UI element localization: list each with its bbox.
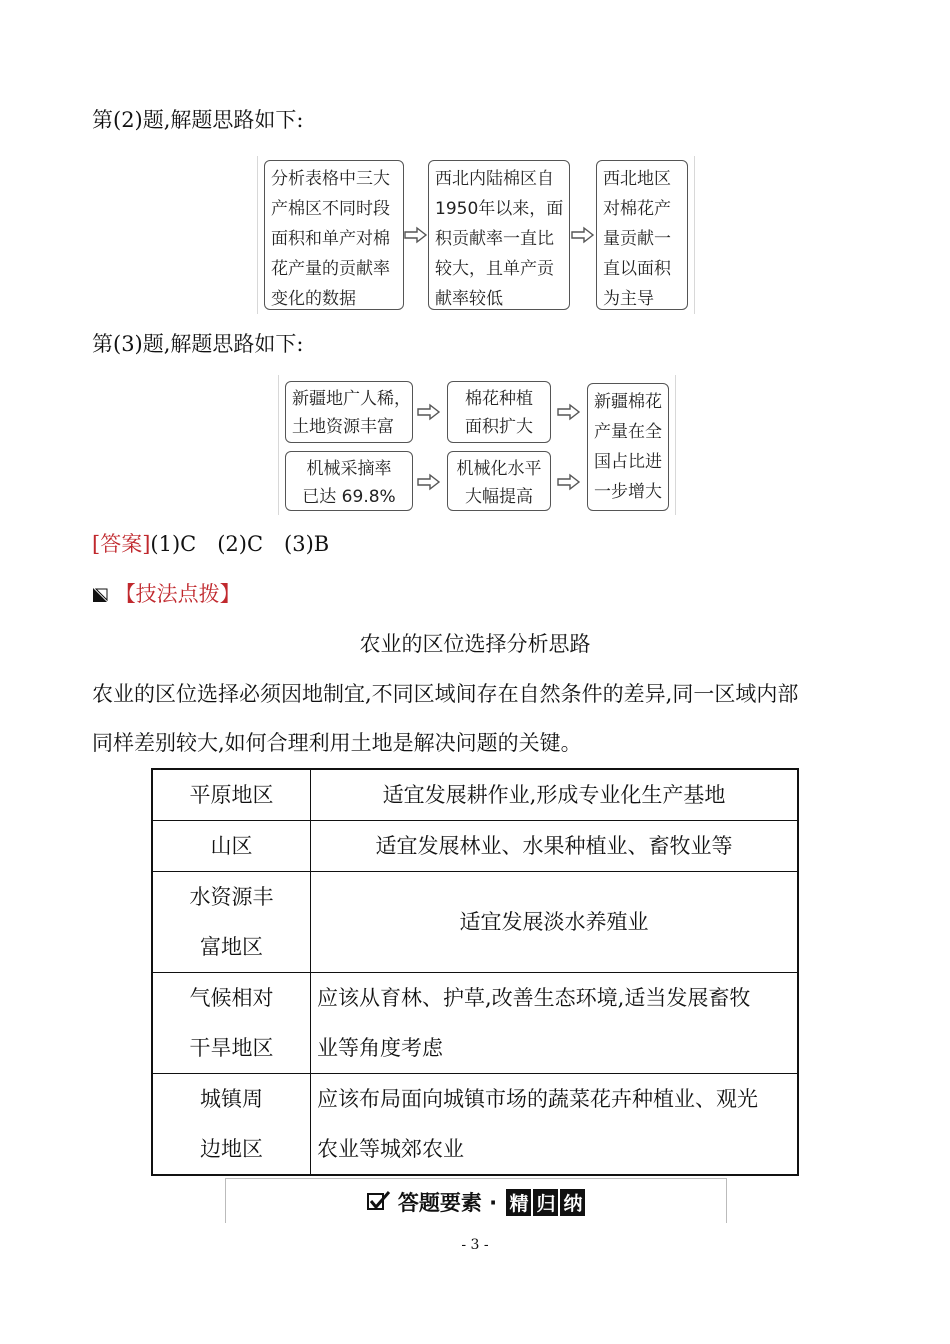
flow3-line: 棉花种植 [465,389,533,409]
banner-text: 答题要素 · [397,1191,505,1215]
region-text: 干旱地区 [189,1036,274,1060]
flow2-box-1-line: 分析表格中三大 [271,169,390,189]
region-cell [152,973,311,1074]
flow2-box-2-line: 西北内陆棉区自 [435,169,554,189]
flow3-line: 机械化水平 [456,459,542,479]
flow2-box-3-line: 量贡献一 [603,229,671,249]
region-text: 山区 [210,834,253,858]
flow2-box-2-line: 较大，且单产贡 [435,259,554,279]
advice-cell [311,821,799,872]
tip-heading [92,580,241,608]
answer-label: [答案] [92,532,151,556]
flow2-box-2-line: 积贡献率一直比 [435,229,554,249]
arrow-right-icon [571,226,595,244]
q3-flow-diagram [278,375,676,515]
flow3-box-b2 [447,451,551,511]
table-row [152,1074,798,1176]
region-cell [152,872,311,973]
table-row [152,872,798,973]
advice-text: 农业等城郊农业 [317,1137,464,1161]
table-row [152,769,798,821]
agriculture-location-table [151,768,799,1176]
table-row [152,973,798,1074]
flow2-box-3-line: 直以面积 [603,259,671,279]
flow3-line: 新疆地广人稀， [292,389,411,409]
advice-text: 适宜发展耕作业,形成专业化生产基地 [382,783,726,807]
section-title: 农业的区位选择分析思路 [359,632,591,656]
flow3-box-b1 [285,451,413,511]
answer-elements-banner [225,1178,727,1223]
advice-cell [311,872,799,973]
q3-heading: 第(3)题,解题思路如下: [92,332,304,356]
banner-highlight-char: 纳 [560,1189,585,1216]
flow3-line: 面积扩大 [465,417,533,437]
flow3-line: 土地资源丰富 [292,417,394,437]
flow3-box-result [587,383,669,511]
region-cell [152,821,311,872]
flow2-box-2-line: 1950年以来，面 [435,199,564,219]
flow2-box-1-line: 产棉区不同时段 [271,199,390,219]
table-row [152,821,798,872]
q2-flow-diagram [257,156,695,314]
banner-highlight-char: 归 [533,1189,558,1216]
flow3-line: 新疆棉花 [594,392,662,412]
flow3-line: 已达 69.8% [302,487,396,507]
banner-highlight-char: 精 [506,1189,531,1216]
advice-text: 应该从育林、护草,改善生态环境,适当发展畜牧 [317,986,751,1010]
advice-cell [311,973,799,1074]
flow2-box-1-line: 变化的数据 [271,289,356,309]
region-text: 气候相对 [189,986,274,1010]
flow2-box-3-line: 西北地区 [603,169,671,189]
answer-text: (1)C (2)C (3)B [150,532,330,556]
flow3-line: 一步增大 [594,482,662,502]
flow2-box-2-line: 献率较低 [435,289,503,309]
flow3-box-a2 [447,381,551,443]
advice-text: 应该布局面向城镇市场的蔬菜花卉种植业、观光 [317,1087,758,1111]
advice-cell [311,1074,799,1176]
flow2-box-3-line: 为主导 [603,289,654,309]
flow2-box-3-line: 对棉花产 [603,199,671,219]
arrow-right-icon [557,403,581,421]
flow3-line: 产量在全 [594,422,662,442]
flow2-box-3 [596,160,688,310]
intro-line-1: 农业的区位选择必须因地制宜,不同区域间存在自然条件的差异,同一区域内部 [92,682,799,706]
check-icon [367,1191,391,1213]
intro-line-2: 同样差别较大,如何合理利用土地是解决问题的关键。 [92,731,582,755]
arrow-right-icon [404,226,428,244]
arrow-right-icon [417,403,441,421]
page-number: - 3 - [461,1237,489,1253]
answer-line [92,530,329,558]
banner-content [226,1187,726,1217]
advice-text: 适宜发展淡水养殖业 [459,910,649,934]
flow2-box-2 [428,160,570,310]
flow3-line: 大幅提高 [465,487,533,507]
region-cell [152,769,311,821]
flow3-line: 国占比进 [594,452,662,472]
arrow-right-icon [417,473,441,491]
arrow-right-icon [557,473,581,491]
advice-text: 适宜发展林业、水果种植业、畜牧业等 [375,834,733,858]
flow2-box-1-line: 花产量的贡献率 [271,259,390,279]
region-cell [152,1074,311,1176]
tip-title: 【技法点拨】 [114,582,241,606]
q2-heading: 第(2)题,解题思路如下: [92,108,304,132]
region-text: 平原地区 [189,783,274,807]
tip-marker-icon [92,587,108,603]
flow2-box-1-line: 面积和单产对棉 [271,229,390,249]
flow3-box-a1 [285,381,413,443]
advice-cell [311,769,799,821]
advice-text: 业等角度考虑 [317,1036,443,1060]
flow2-box-1 [264,160,404,310]
region-text: 富地区 [200,935,263,959]
region-text: 水资源丰 [189,885,274,909]
region-text: 城镇周 [200,1087,263,1111]
flow3-line: 机械采摘率 [306,459,392,479]
region-text: 边地区 [200,1137,263,1161]
